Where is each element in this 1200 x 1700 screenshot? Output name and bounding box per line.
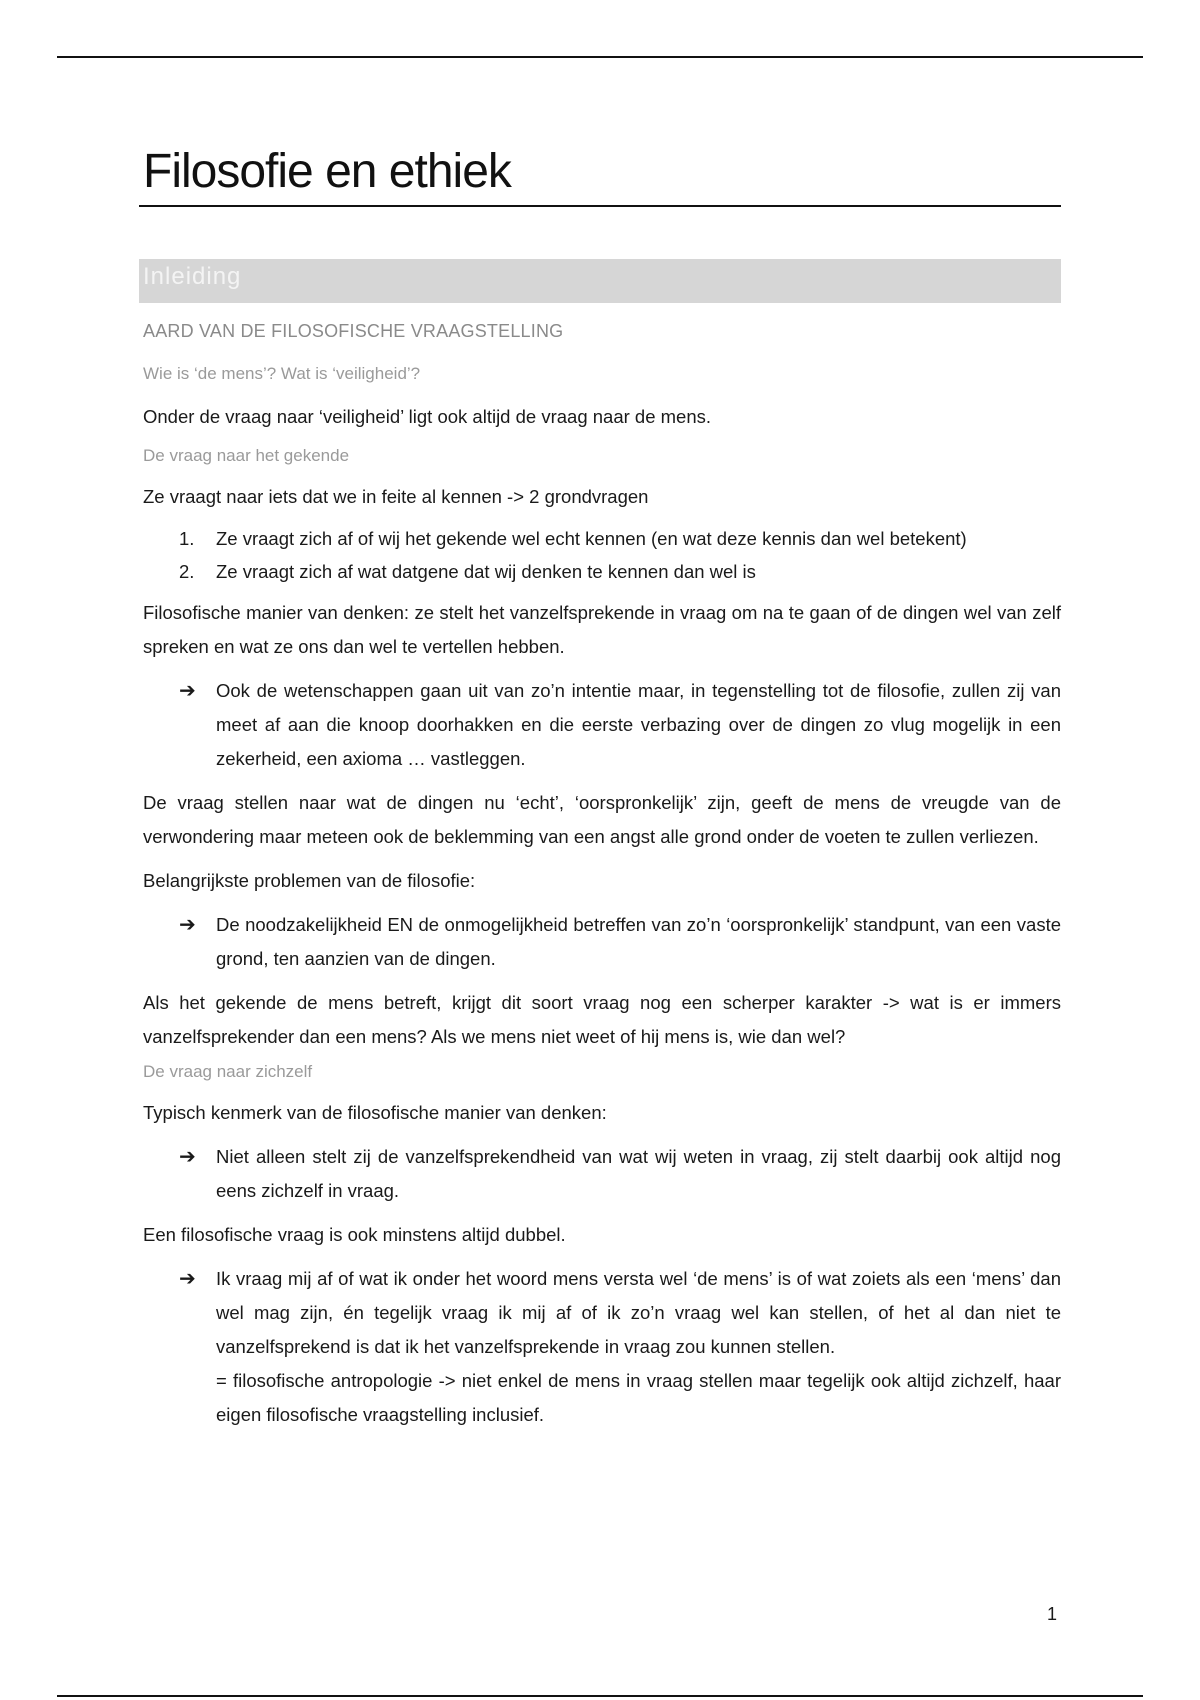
section-heading-inleiding: Inleiding	[139, 259, 1061, 303]
arrow-item-text: Ik vraag mij af of wat ik onder het woord mens versta wel ‘de mens’ is of wat zoiets als een ‘mens’ dan wel mag zijn, én tegelijk vraag ik mij af of ik zo’n vraag wel kan stellen, of het al dan niet te vanzelfsprekend is dat ik het vanzelfsprekende in vraag zou kunnen stellen.	[216, 1267, 1061, 1357]
arrow-item-text-antropologie: = filosofische antropologie -> niet enkel de mens in vraag stellen maar tegelijk ook altijd zichzelf, haar eigen filosofische vraagstelling inclusief.	[216, 1369, 1061, 1425]
footer-rule	[57, 1695, 1143, 1697]
arrow-right-icon: ➔	[179, 913, 196, 936]
arrow-item-wetenschappen	[143, 674, 1061, 776]
list-item-text: Ze vraagt zich af wat datgene dat wij denken te kennen dan wel is	[216, 560, 756, 582]
subheading-vraag-naar-zichzelf: De vraag naar zichzelf	[143, 1061, 313, 1081]
paragraph-belangrijkste-problemen: Belangrijkste problemen van de filosofie:	[143, 869, 476, 891]
list-number: 2.	[179, 560, 195, 582]
arrow-item-text: Niet alleen stelt zij de vanzelfsprekendheid van wat wij weten in vraag, zij stelt daarbij ook altijd nog eens zichzelf in vraag.	[216, 1145, 1061, 1201]
page-content	[143, 146, 1061, 1432]
arrow-item-woord-mens	[143, 1262, 1061, 1432]
arrow-right-icon: ➔	[179, 1145, 196, 1168]
paragraph-gekende-mens: Als het gekende de mens betreft, krijgt dit soort vraag nog een scherper karakter -> wat is er immers vanzelfsprekender dan een mens? Als we mens niet weet of hij mens is, wie dan wel?	[143, 991, 1061, 1047]
arrow-item-vanzelfsprekendheid	[143, 1140, 1061, 1208]
page-number: 1	[1046, 1604, 1057, 1624]
paragraph-veiligheid: Onder de vraag naar ‘veiligheid’ ligt ook altijd de vraag naar de mens.	[143, 405, 712, 427]
subheading-wie-is-de-mens: Wie is ‘de mens’? Wat is ‘veiligheid’?	[143, 363, 421, 383]
paragraph-grondvragen: Ze vraagt naar iets dat we in feite al kennen -> 2 grondvragen	[143, 485, 649, 507]
arrow-right-icon: ➔	[179, 679, 196, 702]
paragraph-dubbel: Een filosofische vraag is ook minstens altijd dubbel.	[143, 1223, 566, 1245]
list-number: 1.	[179, 527, 195, 549]
document-title: Filosofie en ethiek	[139, 146, 1061, 207]
list-item-text: Ze vraagt zich af of wij het gekende wel echt kennen (en wat deze kennis dan wel betekent)	[216, 527, 967, 549]
header-rule	[57, 56, 1143, 58]
paragraph-filosofische-manier: Filosofische manier van denken: ze stelt het vanzelfsprekende in vraag om na te gaan of de dingen wel van zelf spreken en wat ze ons dan wel te vertellen hebben.	[143, 601, 1061, 657]
arrow-item-text: Ook de wetenschappen gaan uit van zo’n intentie maar, in tegenstelling tot de filosofie, zullen zij van meet af aan die knoop doorhakken en die eerste verbazing over de dingen zo vlug mogelijk in een zekerheid, een axioma … vastleggen.	[216, 679, 1061, 769]
subheading-vraag-naar-gekende: De vraag naar het gekende	[143, 445, 350, 465]
paragraph-typisch-kenmerk: Typisch kenmerk van de filosofische manier van denken:	[143, 1101, 607, 1123]
paragraph-vraag-stellen: De vraag stellen naar wat de dingen nu ‘echt’, ‘oorspronkelijk’ zijn, geeft de mens de vreugde van de verwondering maar meteen ook de beklemming van een angst alle grond onder de voeten te zullen verliezen.	[143, 791, 1061, 847]
arrow-item-noodzakelijkheid	[143, 908, 1061, 976]
list-item	[143, 555, 1061, 588]
list-item	[143, 522, 1061, 555]
heading-aard-vraagstelling: AARD VAN DE FILOSOFISCHE VRAAGSTELLING	[143, 320, 564, 341]
arrow-item-text: De noodzakelijkheid EN de onmogelijkheid betreffen van zo’n ‘oorspronkelijk’ standpunt, van een vaste grond, ten aanzien van de dingen.	[216, 913, 1061, 969]
arrow-right-icon: ➔	[179, 1267, 196, 1290]
numbered-list-grondvragen	[143, 522, 1061, 588]
